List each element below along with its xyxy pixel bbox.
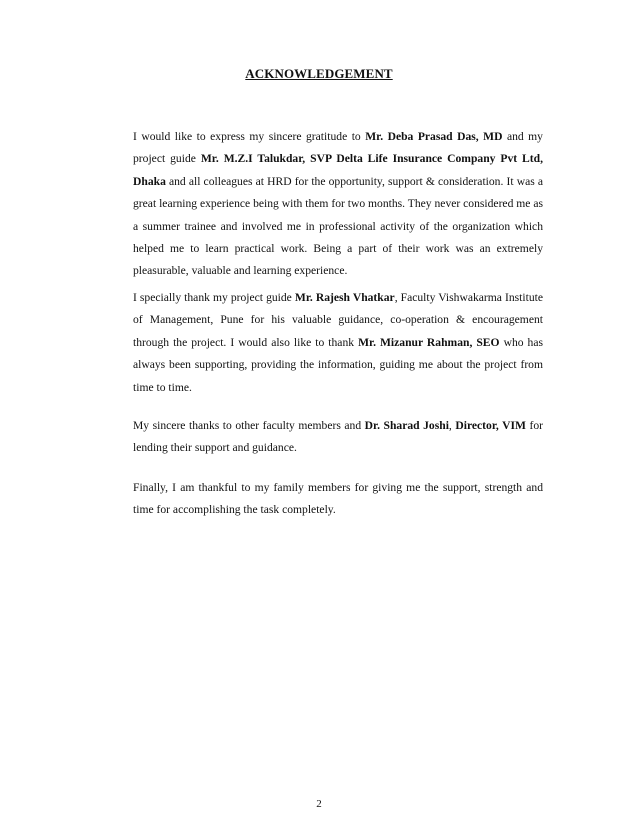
acknowledgement-paragraph-2 <box>133 287 543 399</box>
title-mention-director-vim: Director, VIM <box>455 419 526 432</box>
acknowledgement-paragraph-1 <box>133 126 543 283</box>
paragraph-text: , Faculty Vishwakarma Institute of Management, Pune for his valuable guidance, co-operation & encouragement through the project. I would also like to thank <box>133 291 543 349</box>
name-mention-mizanur-rahman: Mr. Mizanur Rahman, SEO <box>358 335 500 349</box>
paragraph-text: and all colleagues at HRD for the opportunity, support & consideration. It was a great learning experience being with them for two months. They never considered me as a summer trainee and involved me in professional activity of the organization which helped me to learn practical work. Being a part of their work was an extremely pleasurable, valuable and learning experience. <box>133 174 543 278</box>
paragraph-text: and my project guide <box>133 130 543 166</box>
paragraph-text: I specially thank my project guide <box>133 291 295 304</box>
acknowledgement-paragraph-3 <box>133 415 543 460</box>
name-mention-mzi-talukdar: Mr. M.Z.I Talukdar, SVP Delta Life Insurance Company Pvt Ltd, Dhaka <box>133 152 543 188</box>
page-title: ACKNOWLEDGEMENT <box>245 66 393 81</box>
paragraph-text: for lending their support and guidance. <box>133 419 543 455</box>
paragraph-text: I would like to express my sincere gratitude to <box>133 130 366 143</box>
paragraph-text: , <box>448 419 456 432</box>
name-mention-deba-prasad-das: Mr. Deba Prasad Das, MD <box>365 130 503 143</box>
page-number: 2 <box>316 798 322 810</box>
name-mention-sharad-joshi: Dr. Sharad Joshi <box>364 419 449 432</box>
paragraph-text: My sincere thanks to other faculty members and <box>133 419 365 432</box>
acknowledgement-paragraph-4 <box>133 477 543 522</box>
paragraph-text: Finally, I am thankful to my family members for giving me the support, strength and time for accomplishing the task completely. <box>133 481 543 517</box>
paragraph-text: who has always been supporting, providing the information, guiding me about the project from time to time. <box>133 335 543 394</box>
name-mention-rajesh-vhatkar: Mr. Rajesh Vhatkar <box>294 291 395 304</box>
